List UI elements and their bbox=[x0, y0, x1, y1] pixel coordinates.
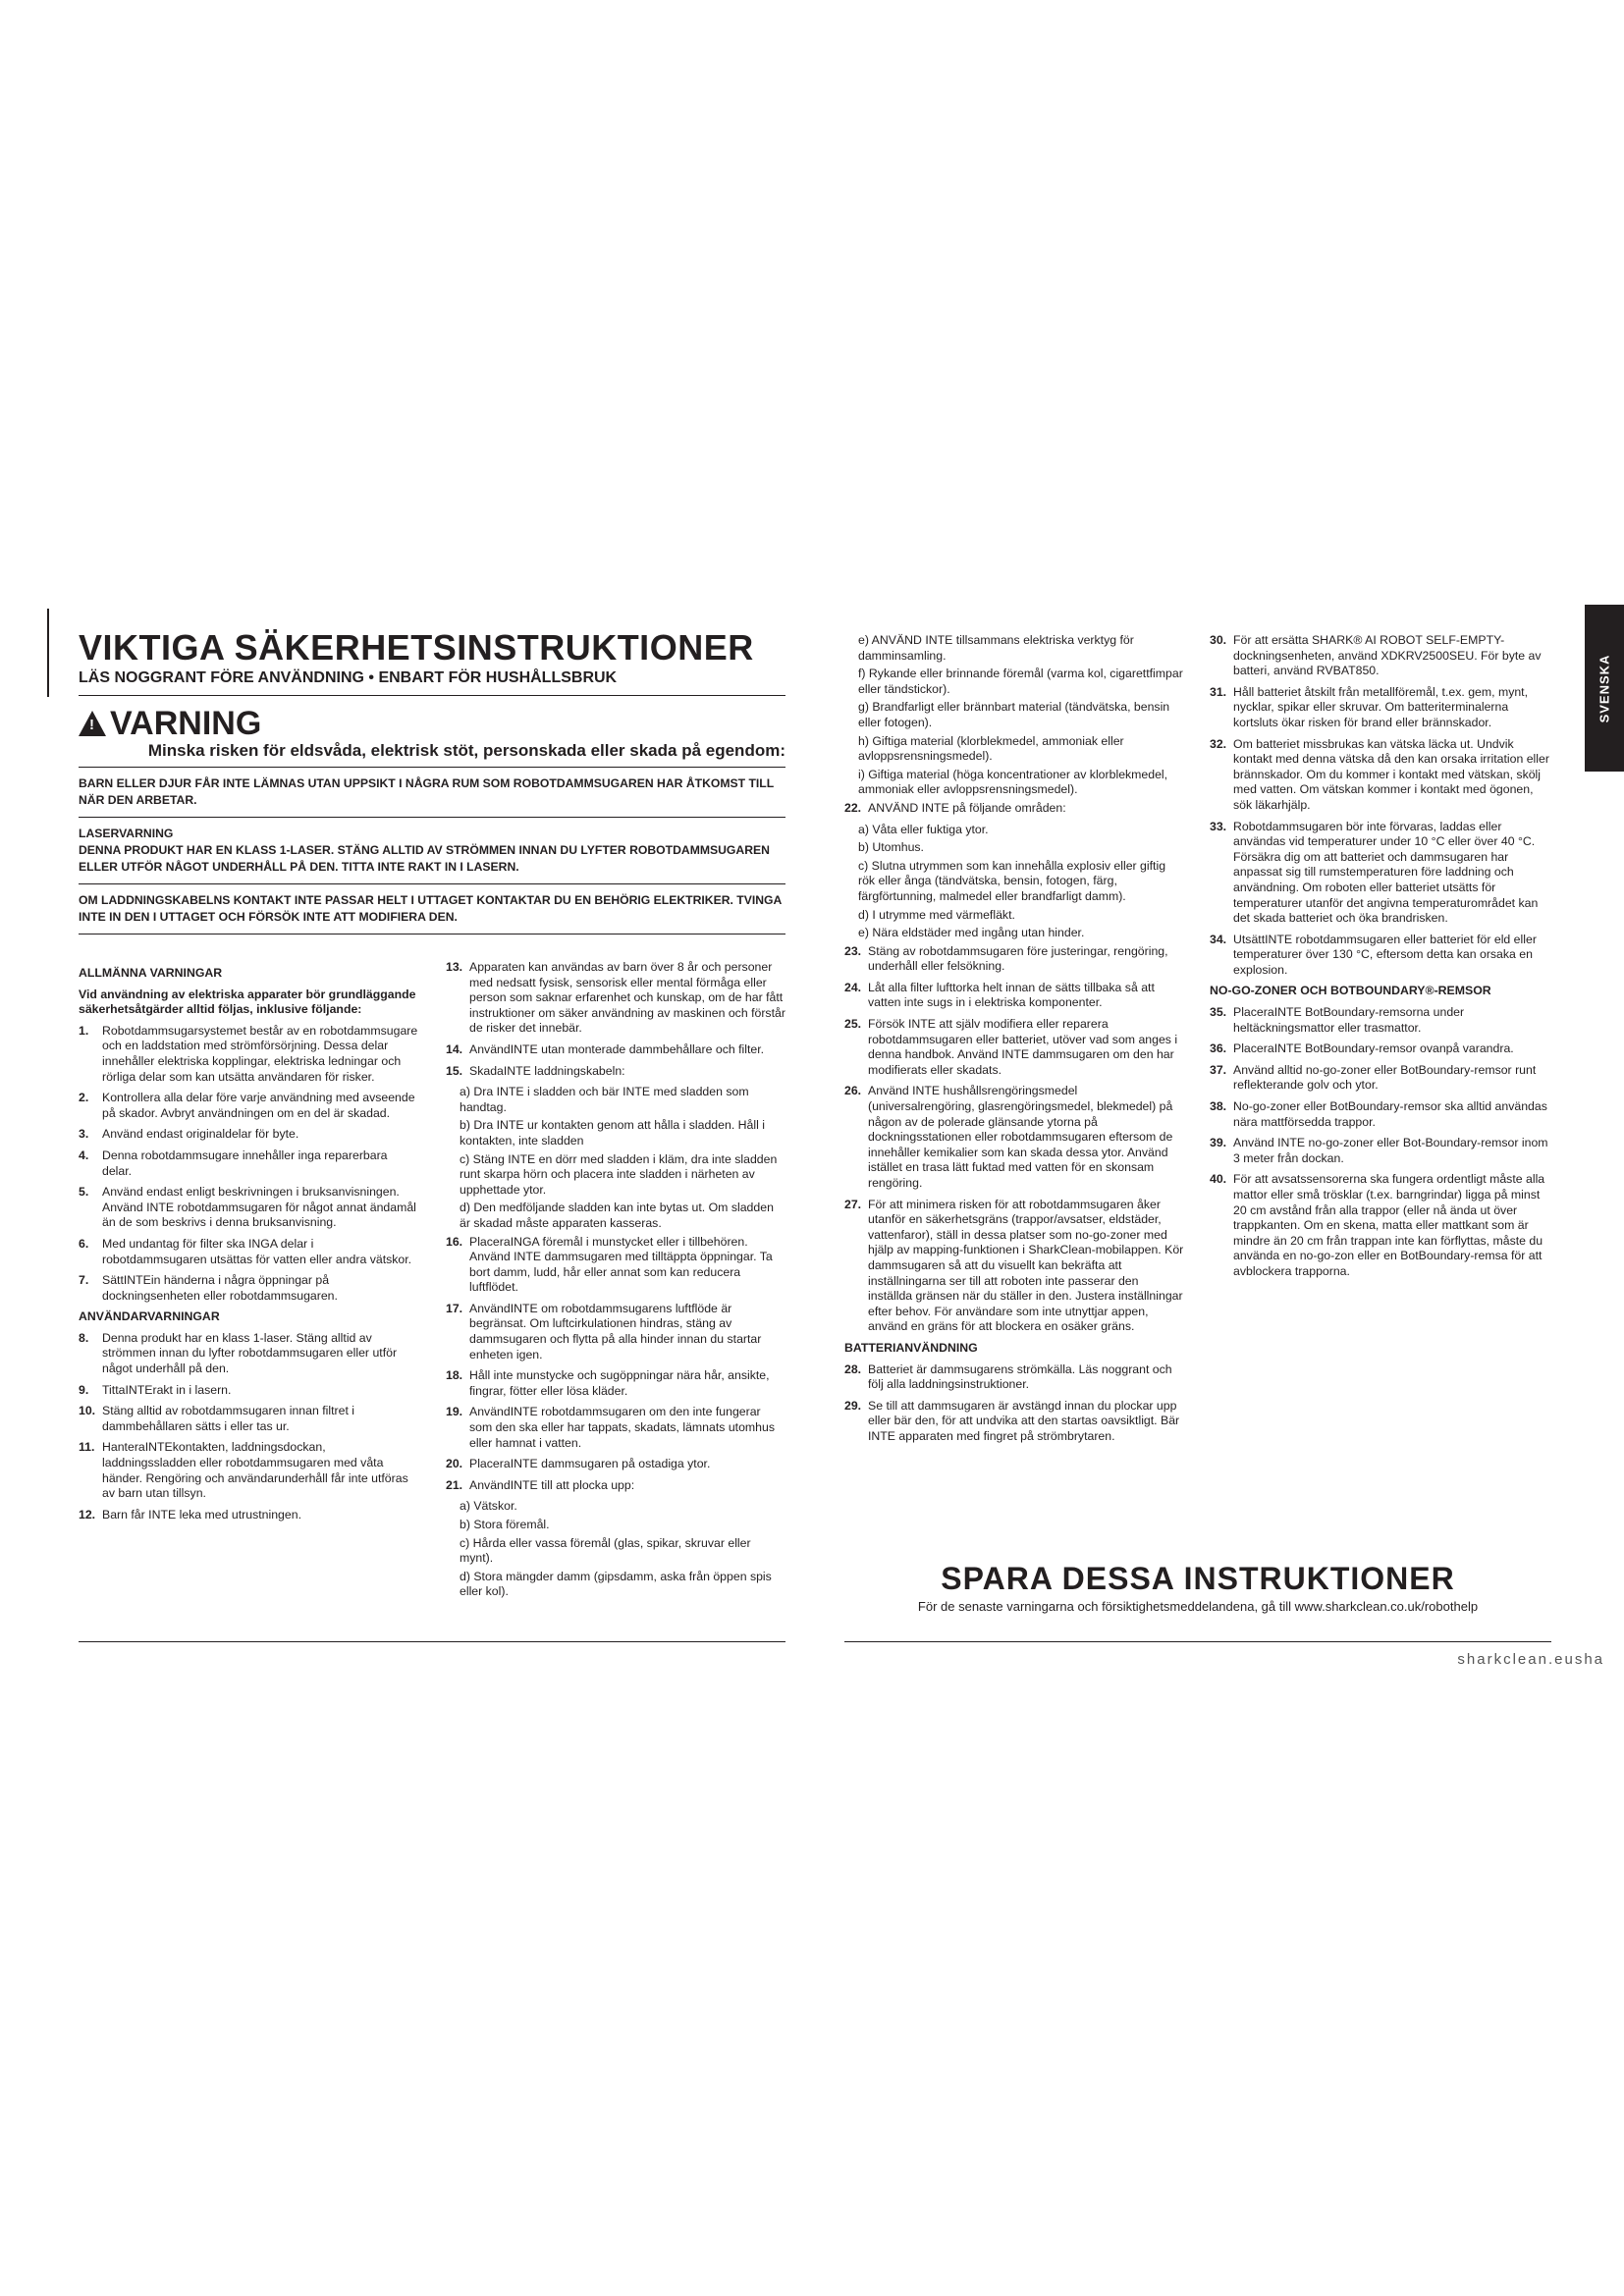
item-text: Stäng alltid av robotdammsugaren innan filtret i dammbehållaren sätts i eller tas ur. bbox=[102, 1404, 355, 1433]
item-text: Om batteriet missbrukas kan vätska läcka ut. Undvik kontakt med denna vätska då den kan orsaka irritation eller brännskador. Om du kommer i kontakt med vätskan, skölj med vatten. Om vätskan kommer i kontakt med ögonen, sök läkarhjälp. bbox=[1233, 736, 1549, 812]
list-item bbox=[446, 1235, 785, 1296]
item-number: 18. bbox=[446, 1368, 463, 1383]
sub-item: a) Våta eller fuktiga ytor. bbox=[858, 822, 989, 836]
list-item bbox=[79, 1440, 418, 1501]
item-number: 1. bbox=[79, 1023, 89, 1038]
item-number: 15. bbox=[446, 1063, 463, 1078]
item-text: Använd endast originaldelar för byte. bbox=[102, 1127, 299, 1142]
item-list bbox=[79, 1331, 418, 1523]
list-item bbox=[844, 1399, 1184, 1445]
warning-box-laser bbox=[79, 818, 785, 883]
save-instructions bbox=[844, 1561, 1551, 1614]
item-text: AnvändINTE om robotdammsugarens luftflöde är begränsat. Om luftcirkulationen hindras, stäng av dammsugaren och flytta på alla hinder innan du startar enheten igen. bbox=[469, 1301, 762, 1362]
item-number: 39. bbox=[1210, 1136, 1227, 1150]
language-tab-label: SVENSKA bbox=[1597, 654, 1612, 722]
item-list bbox=[1210, 1005, 1549, 1280]
item-number: 33. bbox=[1210, 819, 1227, 833]
sub-item: e) ANVÄND INTE tillsammans elektriska verktyg för damminsamling. bbox=[858, 633, 1134, 663]
list-item bbox=[79, 1148, 418, 1179]
warning-subtitle: Minska risken för eldsvåda, elektrisk stöt, personskada eller skada på egendom: bbox=[147, 741, 785, 760]
item-number: 22. bbox=[844, 800, 862, 815]
item-text: UtsättINTE robotdammsugaren eller batteriet för eld eller temperaturer över 130 °C, eftersom detta kan orsaka en explosion. bbox=[1233, 932, 1537, 977]
item-text: ANVÄND INTE på följande områden: bbox=[868, 800, 1066, 815]
item-text: Robotdammsugarsystemet består av en robotdammsugare och en laddstation med strömförsörjning. Dessa delar innehåller elektriska kopplingar, elektriska ledningar och rörliga delar som kan utsätta användaren för risker. bbox=[102, 1023, 418, 1084]
item-number: 29. bbox=[844, 1398, 862, 1413]
list-item bbox=[79, 1383, 418, 1399]
warning-box-plug: OM LADDNINGSKABELNS KONTAKT INTE PASSAR HELT I UTTAGET KONTAKTAR DU EN BEHÖRIG ELEKTRIKER. TVINGA INTE IN DEN I UTTAGET OCH FÖRSÖK INTE ATT MODIFIERA DEN. bbox=[79, 893, 782, 924]
item-number: 16. bbox=[446, 1234, 463, 1249]
item-text: Använd alltid no-go-zoner eller BotBoundary-remsor runt reflekterande golv och ytor. bbox=[1233, 1062, 1537, 1093]
item-number: 30. bbox=[1210, 633, 1227, 647]
left-page bbox=[79, 628, 785, 1603]
item-list bbox=[79, 1024, 418, 1305]
list-item bbox=[79, 1331, 418, 1377]
left-columns bbox=[79, 960, 785, 1603]
item-number: 11. bbox=[79, 1440, 95, 1455]
sub-item: a) Vätskor. bbox=[460, 1499, 517, 1514]
item-number: 13. bbox=[446, 960, 463, 974]
item-text: Apparaten kan användas av barn över 8 år och personer med nedsatt fysisk, sensorisk eller mental förmåga eller person som saknar erfarenhet och kunskap, om de har fått instruktioner om säker användning av maskinen och förstår de risker det innebär. bbox=[469, 960, 785, 1036]
column-3 bbox=[844, 633, 1184, 1451]
list-item bbox=[446, 1368, 785, 1399]
item-number: 24. bbox=[844, 980, 862, 994]
item-text: AnvändINTE robotdammsugaren om den inte fungerar som den ska eller har tappats, skadats, lämnats utomhus eller hamnat i vatten. bbox=[469, 1405, 775, 1450]
list-item bbox=[1210, 1136, 1549, 1166]
list-item bbox=[446, 1457, 785, 1472]
save-title: SPARA DESSA INSTRUKTIONER bbox=[941, 1561, 1455, 1596]
sub-item: b) Utomhus. bbox=[858, 840, 924, 855]
item-text: Använd INTE hushållsrengöringsmedel (universalrengöring, glasrengöringsmedel, blekmedel) på någon av de polerade glänsande ytorna på dockningsstationen eller robotdammsugaren eftersom de innehåller kemikalier som kan skada dessa ytor. Använd istället en trasa lätt fuktad med vatten för en skonsam rengöring. bbox=[868, 1084, 1173, 1190]
item-number: 25. bbox=[844, 1017, 862, 1032]
list-item bbox=[1210, 737, 1549, 814]
list-item bbox=[844, 1084, 1184, 1191]
list-item bbox=[446, 1064, 785, 1080]
list-item bbox=[79, 1237, 418, 1267]
item-number: 23. bbox=[844, 943, 862, 958]
divider bbox=[79, 695, 785, 696]
item-text: SkadaINTE laddningskabeln: bbox=[469, 1063, 625, 1078]
sub-list bbox=[460, 1085, 785, 1231]
list-item bbox=[1210, 933, 1549, 979]
item-number: 28. bbox=[844, 1362, 862, 1376]
item-text: För att ersätta SHARK® AI ROBOT SELF-EMPTY-dockningsenheten, använd XDKRV2500SEU. För byte av batteri, använd RVBAT850. bbox=[1233, 633, 1542, 678]
warning-word: VARNING bbox=[110, 705, 262, 742]
section-heading: BATTERIANVÄNDNING bbox=[844, 1340, 978, 1355]
list-item bbox=[1210, 633, 1549, 679]
sub-list bbox=[460, 1499, 785, 1600]
list-item bbox=[446, 1302, 785, 1362]
item-text: Med undantag för filter ska INGA delar i robotdammsugaren utsättas för vatten eller andra vätskor. bbox=[102, 1236, 412, 1266]
list-item bbox=[844, 1017, 1184, 1078]
sub-item: c) Stäng INTE en dörr med sladden i kläm, dra inte sladden runt skarpa hörn och placera inte sladden i närheten av upphettade ytor. bbox=[460, 1151, 778, 1197]
item-number: 35. bbox=[1210, 1005, 1227, 1020]
item-text: Stäng av robotdammsugaren före justeringar, rengöring, underhåll eller felsökning. bbox=[868, 943, 1168, 974]
sub-item: i) Giftiga material (höga koncentrationer av klorblekmedel, ammoniak eller avloppsrensningsmedel). bbox=[858, 767, 1168, 797]
list-item bbox=[79, 1508, 418, 1523]
item-text: Håll batteriet åtskilt från metallföremål, t.ex. gem, mynt, nycklar, spikar eller skruvar. Om batteriterminalerna kortsluts ökar risken för brand eller brännskador. bbox=[1233, 684, 1529, 729]
item-number: 5. bbox=[79, 1185, 89, 1200]
sub-item: g) Brandfarligt eller brännbart material (tändvätska, bensin eller fotogen). bbox=[858, 700, 1170, 729]
item-text: Robotdammsugaren bör inte förvaras, laddas eller användas vid temperaturer under 10 °C eller över 40 °C. Försäkra dig om att batteriet och dammsugaren har anpassat sig till rumstemperaturen före laddning och användning. Om roboten eller batteriet utsätts för temperaturer utanför det angivna temperaturområdet kan det skada batteriet och öka brandrisken. bbox=[1233, 819, 1539, 926]
sub-list bbox=[858, 823, 1184, 941]
list-item bbox=[844, 1362, 1184, 1393]
sub-item: c) Hårda eller vassa föremål (glas, spikar, skruvar eller mynt). bbox=[460, 1535, 751, 1566]
item-number: 27. bbox=[844, 1197, 862, 1211]
intro-text: Vid användning av elektriska apparater bör grundläggande säkerhetsåtgärder alltid följas, inklusive följande: bbox=[79, 987, 416, 1017]
divider bbox=[844, 1641, 1551, 1642]
warning-triangle-icon: ! bbox=[79, 711, 106, 736]
item-text: AnvändINTE till att plocka upp: bbox=[469, 1477, 635, 1492]
list-item bbox=[1210, 685, 1549, 731]
list-item bbox=[1210, 820, 1549, 927]
item-text: PlaceraINTE BotBoundary-remsorna under heltäckningsmattor eller trasmattor. bbox=[1233, 1005, 1465, 1035]
list-item bbox=[1210, 1041, 1549, 1057]
item-text: Kontrollera alla delar före varje användning med avseende på skador. Avbryt användningen om en del är skadad. bbox=[102, 1091, 415, 1120]
column-2 bbox=[446, 960, 785, 1603]
item-text: AnvändINTE utan monterade dammbehållare och filter. bbox=[469, 1041, 765, 1056]
sub-item: b) Stora föremål. bbox=[460, 1518, 550, 1531]
item-text: PlaceraINGA föremål i munstycket eller i tillbehören. Använd INTE dammsugaren med tilltäppta öppningar. Ta bort damm, ludd, hår eller annat som kan reducera luftflödet. bbox=[469, 1234, 773, 1295]
sub-item: f) Rykande eller brinnande föremål (varma kol, cigarettfimpar eller tändstickor). bbox=[858, 667, 1183, 696]
column-1 bbox=[79, 960, 418, 1603]
item-text: SättINTEin händerna i några öppningar på dockningsenheten eller robotdammsugaren. bbox=[102, 1273, 338, 1303]
item-number: 12. bbox=[79, 1507, 96, 1522]
laser-label: LASERVARNING bbox=[79, 827, 174, 840]
item-number: 38. bbox=[1210, 1099, 1227, 1114]
item-number: 40. bbox=[1210, 1172, 1227, 1187]
item-number: 17. bbox=[446, 1301, 463, 1315]
sub-item: b) Dra INTE ur kontakten genom att hålla i sladden. Håll i kontakten, inte sladden bbox=[460, 1118, 765, 1148]
list-item bbox=[844, 944, 1184, 975]
item-text: Batteriet är dammsugarens strömkälla. Läs noggrant och följ alla laddningsinstruktioner. bbox=[868, 1362, 1172, 1392]
item-list bbox=[844, 944, 1184, 1335]
list-item bbox=[446, 1042, 785, 1058]
warning-box-children: BARN ELLER DJUR FÅR INTE LÄMNAS UTAN UPPSIKT I NÅGRA RUM SOM ROBOTDAMMSUGAREN HAR ÅTKOMST TILL NÄR DEN ARBETAR. bbox=[79, 776, 774, 807]
list-item bbox=[79, 1127, 418, 1143]
laser-text: DENNA PRODUKT HAR EN KLASS 1-LASER. STÄNG ALLTID AV STRÖMMEN INNAN DU LYFTER ROBOTDAMMSUGAREN ELLER UTFÖR NÅGOT UNDERHÅLL PÅ DEN. TITTA INTE RAKT IN I LASERN. bbox=[79, 843, 770, 874]
item-text: Använd endast enligt beskrivningen i bruksanvisningen. Använd INTE robotdammsugaren för något annat ändamål än de som beskrivs i denna bruksanvisning. bbox=[102, 1185, 416, 1230]
item-text: Håll inte munstycke och sugöppningar nära hår, ansikte, fingrar, fötter eller lösa kläder. bbox=[469, 1368, 770, 1398]
item-list bbox=[1210, 633, 1549, 978]
item-text: PlaceraINTE dammsugaren på ostadiga ytor. bbox=[469, 1457, 711, 1471]
divider bbox=[79, 1641, 785, 1642]
item-text: Använd INTE no-go-zoner eller Bot-Boundary-remsor inom 3 meter från dockan. bbox=[1233, 1136, 1548, 1165]
right-columns bbox=[844, 633, 1551, 1451]
list-item bbox=[446, 1405, 785, 1451]
item-number: 9. bbox=[79, 1382, 89, 1397]
item-number: 26. bbox=[844, 1084, 862, 1098]
list-item bbox=[79, 1091, 418, 1121]
item-number: 19. bbox=[446, 1405, 463, 1419]
item-text: Denna robotdammsugare innehåller inga reparerbara delar. bbox=[102, 1148, 388, 1178]
list-item bbox=[844, 801, 1184, 817]
item-number: 32. bbox=[1210, 736, 1227, 751]
sub-item: c) Slutna utrymmen som kan innehålla explosiv eller giftig rök eller ånga (tändvätska, bensin, fotogen, färg, färgförtunning, malmedel eller brandfarligt damm). bbox=[858, 858, 1166, 903]
item-text: Se till att dammsugaren är avstängd innan du plockar upp eller bär den, för att undvika att den startas oavsiktligt. Bär INTE apparaten med fingret på strömbrytaren. bbox=[868, 1398, 1180, 1443]
page-subtitle: LÄS NOGGRANT FÖRE ANVÄNDNING • ENBART FÖR HUSHÅLLSBRUK bbox=[79, 669, 618, 686]
item-list bbox=[844, 1362, 1184, 1445]
section-heading: ALLMÄNNA VARNINGAR bbox=[79, 966, 223, 980]
item-text: No-go-zoner eller BotBoundary-remsor ska alltid användas nära mattförsedda trappor. bbox=[1233, 1099, 1547, 1129]
item-text: För att avsatssensorerna ska fungera ordentligt måste alla mattor eller små trösklar (t.ex. barngrindar) ligga på minst 20 cm avstånd från alla trappor (eller nå ända ut över trappkanten. Om en skena, matta eller mattkant som är mindre än 20 cm från trappan inte kan förflyttas, måste du använda en no-go-zon eller en BotBoundary-remsa för att avblockera trapporna. bbox=[1233, 1172, 1545, 1278]
list-item bbox=[1210, 1099, 1549, 1130]
item-number: 8. bbox=[79, 1330, 89, 1345]
item-text: HanteraINTEkontakten, laddningsdockan, laddningssladden eller robotdammsugaren med våta händer. Rengöring och användarunderhåll får inte utföras av barn utan tillsyn. bbox=[102, 1440, 408, 1501]
item-text: TittaINTErakt in i lasern. bbox=[102, 1382, 232, 1397]
item-text: Denna produkt har en klass 1-laser. Stäng alltid av strömmen innan du lyfter robotdammsugaren eller utför något underhåll på den. bbox=[102, 1330, 398, 1376]
item-text: Försök INTE att själv modifiera eller reparera robotdammsugaren eller batteriet, utöver vad som anges i denna handbok. Använd INTE dammsugaren om den har modifierats eller skadats. bbox=[868, 1017, 1178, 1077]
list-item bbox=[79, 1024, 418, 1085]
fold-mark bbox=[47, 609, 49, 697]
item-number: 36. bbox=[1210, 1041, 1227, 1056]
section-heading: ANVÄNDARVARNINGAR bbox=[79, 1309, 220, 1324]
sub-item: d) Stora mängder damm (gipsdamm, aska från öppen spis eller kol). bbox=[460, 1569, 772, 1599]
item-number: 3. bbox=[79, 1127, 89, 1142]
save-note: För de senaste varningarna och försiktighetsmeddelandena, gå till www.sharkclean.co.uk/robothelp bbox=[917, 1599, 1479, 1614]
item-list bbox=[446, 1235, 785, 1494]
list-item bbox=[79, 1273, 418, 1304]
sub-list bbox=[858, 633, 1184, 798]
item-number: 31. bbox=[1210, 684, 1227, 699]
footer-url: sharkclean.eusha bbox=[1457, 1651, 1604, 1668]
item-number: 37. bbox=[1210, 1062, 1227, 1077]
page-title: VIKTIGA SÄKERHETSINSTRUKTIONER bbox=[79, 627, 754, 667]
list-item bbox=[1210, 1005, 1549, 1036]
right-page bbox=[844, 633, 1551, 1451]
item-text: För att minimera risken för att robotdammsugaren åker utanför en säkerhetsgräns (trappor/avsatser, eldstäder, vattenfaror), ställ in dessa platser som no-go-zoner med hjälp av mapping-funktionen i SharkClean-mobilappen. Kör dammsugaren så att du visuellt kan bekräfta att inställningarna ser till att roboten inte passerar den inställda gränsen när du ställer in den. Justera inställningar efter behov. För användare som inte utnyttjar appen, använd en gräns för att blockera en osäker gräns. bbox=[868, 1197, 1184, 1334]
sub-item: d) Den medföljande sladden kan inte bytas ut. Om sladden är skadad måste apparaten kasseras. bbox=[460, 1201, 774, 1230]
item-number: 14. bbox=[446, 1041, 463, 1056]
sub-item: a) Dra INTE i sladden och bär INTE med sladden som handtag. bbox=[460, 1085, 749, 1114]
warning-heading bbox=[79, 706, 785, 741]
item-text: PlaceraINTE BotBoundary-remsor ovanpå varandra. bbox=[1233, 1041, 1514, 1056]
item-number: 4. bbox=[79, 1148, 89, 1162]
item-number: 34. bbox=[1210, 932, 1227, 946]
item-list bbox=[446, 960, 785, 1079]
item-number: 21. bbox=[446, 1477, 463, 1492]
item-number: 20. bbox=[446, 1457, 463, 1471]
item-text: Låt alla filter lufttorka helt innan de sätts tillbaka så att vatten inte sugs in i elektriska komponenter. bbox=[868, 980, 1155, 1010]
language-tab bbox=[1585, 605, 1624, 772]
list-item bbox=[844, 981, 1184, 1011]
item-number: 6. bbox=[79, 1236, 89, 1251]
sub-item: d) I utrymme med värmefläkt. bbox=[858, 907, 1015, 922]
list-item bbox=[446, 1478, 785, 1494]
section-heading: NO-GO-ZONER OCH BOTBOUNDARY®-REMSOR bbox=[1210, 984, 1491, 998]
list-item bbox=[1210, 1172, 1549, 1279]
sub-item: h) Giftiga material (klorblekmedel, ammoniak eller avloppsrensningsmedel). bbox=[858, 733, 1124, 764]
list-item bbox=[1210, 1063, 1549, 1094]
item-number: 2. bbox=[79, 1091, 89, 1105]
sub-item: e) Nära eldstäder med ingång utan hinder. bbox=[858, 926, 1085, 940]
list-item bbox=[79, 1185, 418, 1231]
list-item bbox=[446, 960, 785, 1037]
column-4 bbox=[1210, 633, 1549, 1451]
list-item bbox=[79, 1404, 418, 1434]
list-item bbox=[844, 1198, 1184, 1335]
item-text: Barn får INTE leka med utrustningen. bbox=[102, 1507, 301, 1522]
item-number: 10. bbox=[79, 1404, 96, 1418]
item-number: 7. bbox=[79, 1273, 89, 1288]
